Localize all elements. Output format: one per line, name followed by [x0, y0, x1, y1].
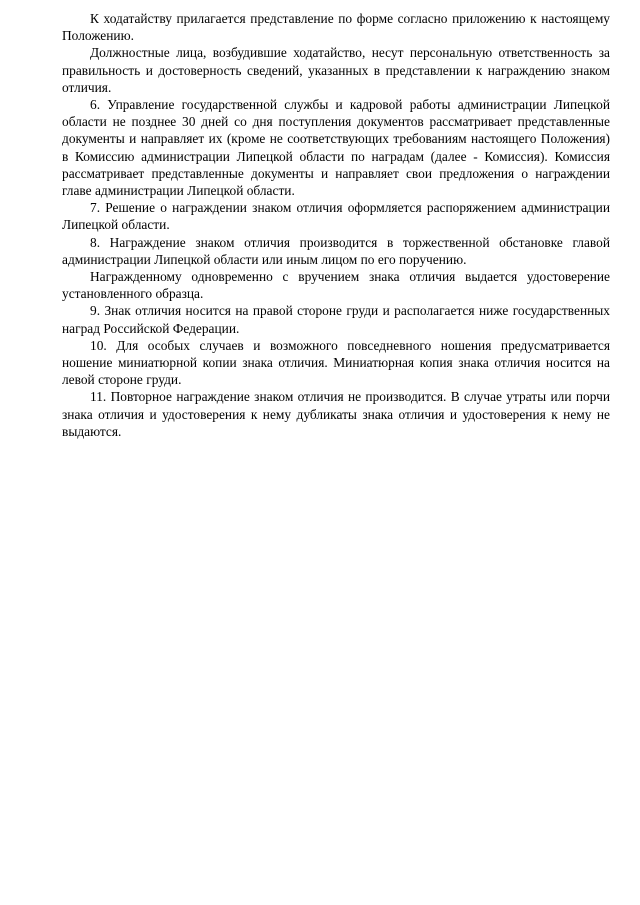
paragraph-item-6: 6. Управление государственной службы и кадровой работы администрации Липецкой области не позднее 30 дней со дня поступления документов рассматривает представленные документы и направляет их (кроме не соответствующих требованиям настоящего Положения) в Комиссию администрации Липецкой области по наградам (далее - Комиссия). Комиссия рассматривает представленные документы и направляет свои предложения о награждении главе администрации Липецкой области.	[62, 97, 610, 199]
paragraph-item-8: 8. Награждение знаком отличия производится в торжественной обстановке главой администрации Липецкой области или иным лицом по его поручению.	[62, 234, 610, 267]
paragraph-attachment: К ходатайству прилагается представление по форме согласно приложению к настоящему Положению.	[62, 11, 610, 44]
paragraph-item-9: 9. Знак отличия носится на правой стороне груди и располагается ниже государственных наград Российской Федерации.	[62, 303, 610, 336]
paragraph-item-10: 10. Для особых случаев и возможного повседневного ношения предусматривается ношение миниатюрной копии знака отличия. Миниатюрная копия знака отличия носится на левой стороне груди.	[62, 337, 610, 388]
document-body	[62, 10, 610, 440]
paragraph-certificate: Награжденному одновременно с вручением знака отличия выдается удостоверение установленного образца.	[62, 269, 610, 302]
paragraph-item-11: 11. Повторное награждение знаком отличия не производится. В случае утраты или порчи знака отличия и удостоверения к нему дубликаты знака отличия и удостоверения к нему не выдаются.	[62, 389, 610, 439]
paragraph-item-7: 7. Решение о награждении знаком отличия оформляется распоряжением администрации Липецкой области.	[62, 200, 610, 233]
paragraph-responsibility: Должностные лица, возбудившие ходатайство, несут персональную ответственность за правильность и достоверность сведений, указанных в представлении к награждению знаком отличия.	[62, 45, 610, 95]
